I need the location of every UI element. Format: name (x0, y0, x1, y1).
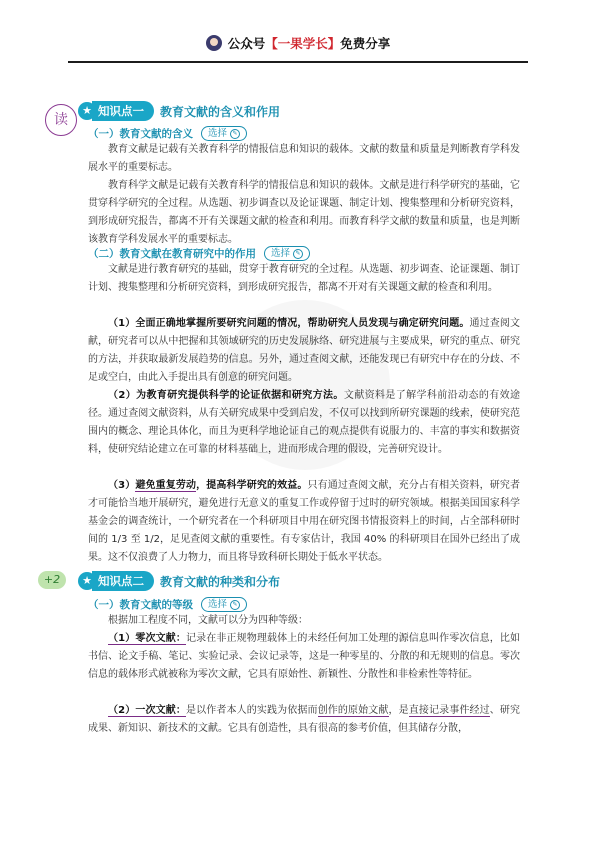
kp1-title: 教育文献的含义和作用 (160, 104, 281, 119)
kp1-section-2-heading: （二）教育文献在教育研究中的作用 选择 ✎ (88, 246, 310, 261)
book-icon: ★ (78, 102, 96, 120)
score-badge: +2 (38, 571, 66, 589)
kp2-label: 知识点二 (92, 571, 154, 591)
header-rule (68, 61, 528, 63)
knowledge-point-1-heading (78, 101, 280, 121)
knowledge-point-2-heading (78, 571, 280, 591)
choice-tag: 选择 ✎ (201, 126, 247, 141)
avatar-icon (206, 35, 222, 51)
kp1-section-1-heading: （一）教育文献的含义 选择 ✎ (88, 126, 247, 141)
kp1-s2-point-1: （1）全面正确地掌握所要研究问题的情况，帮助研究人员发现与确定研究问题。通过查阅文献，研究者可以从中把握和其领域研究的历史发展脉络、研究进展与主要成果，研究的重点、研究的方法，并获取最新发展趋势的信息。另外，通过查阅文献，还能发现已有研究中存在的分歧、不足或空白，由此入手提出具有创意的研究问题。 (88, 318, 521, 383)
kp1-s2-point-2: （2）为教育研究提供科学的论证依据和研究方法。文献资料是了解学科前沿动态的有效途径。通过查阅文献资料，从有关研究成果中受到启发，不仅可以找到所研究课题的线索，使研究范围内的概念、理论具体化，而且为更科学地论证自己的观点提供有说服力的、丰富的事实和数据资料，使研究结论建立在可靠的材料基础上，进而形成合理的假设，完善研究设计。 (88, 390, 520, 455)
kp2-s1-paragraph-1: 根据加工程度不同，文献可以分为四种等级： (108, 615, 308, 626)
kp2-s1-point-1: （1）零次文献：记录在非正规物理载体上的未经任何加工处理的源信息叫作零次信息，比如书信、论文手稿、笔记、实验记录、会议记录等，这是一种零星的、分散的和无规则的信息。零次信息的载体形式就被称为零次文献，它具有原始性、新颖性、分散性和非检索性等特征。 (88, 633, 520, 680)
edit-icon: ✎ (293, 249, 303, 259)
header-text: 公众号【一果学长】免费分享 (227, 36, 391, 51)
page-header (0, 34, 596, 55)
kp2-section-1-heading: （一）教育文献的等级 选择 ✎ (88, 597, 247, 612)
edit-icon: ✎ (230, 129, 240, 139)
kp1-s1-paragraph-2: 教育科学文献是记载有关教育科学的情报信息和知识的载体。文献是进行科学研究的基础，它贯穿科学研究的全过程。从选题、初步调查以及论证课题、制定计划、搜集整理和分析研究资料，到形成研究报告，都离不开有关课题文献的检查和利用。而教育科学文献的数量和质量，也是判断该教育学科发展水平的重要标志。 (88, 180, 520, 245)
choice-tag: 选择 ✎ (201, 597, 247, 612)
kp2-s1-point-2: （2）一次文献：是以作者本人的实践为依据而创作的原始文献，是直接记录事件经过、研究成果、新知识、新技术的文献。它具有创造性，具有很高的参考价值，但其储存分散， (88, 705, 521, 734)
kp2-title: 教育文献的种类和分布 (160, 574, 281, 589)
kp1-s1-paragraph-1: 教育文献是记载有关教育科学的情报信息和知识的载体。文献的数量和质量是判断教育学科发展水平的重要标志。 (88, 144, 520, 173)
book-icon: ★ (78, 572, 96, 590)
read-badge: 读 (45, 104, 77, 136)
kp1-label: 知识点一 (92, 101, 154, 121)
kp1-s2-paragraph-1: 文献是进行教育研究的基础，贯穿于教育研究的全过程。从选题、初步调查、论证课题、制订计划、搜集整理和分析研究资料，到形成研究报告，都离不开对有关课题文献的检查和利用。 (88, 264, 520, 293)
kp1-s2-point-3: （3）避免重复劳动，提高科学研究的效益。只有通过查阅文献，充分占有相关资料，研究者才可能恰当地开展研究，避免进行无意义的重复工作或停留于过时的研究领域。根据美国国家科学基金会的调查统计，一个研究者在一个科研项目中用在研究图书情报资料上的时间，占全部科研时间的 1/3 至 1/2，足见查阅文献的重要性。有专家估计，我国 40% 的科研项目在国外已经出了成果。这不仅浪费了人力物力，而且将导致科研长期处于低水平状态。 (88, 480, 521, 563)
edit-icon: ✎ (230, 600, 240, 610)
choice-tag: 选择 ✎ (264, 246, 310, 261)
